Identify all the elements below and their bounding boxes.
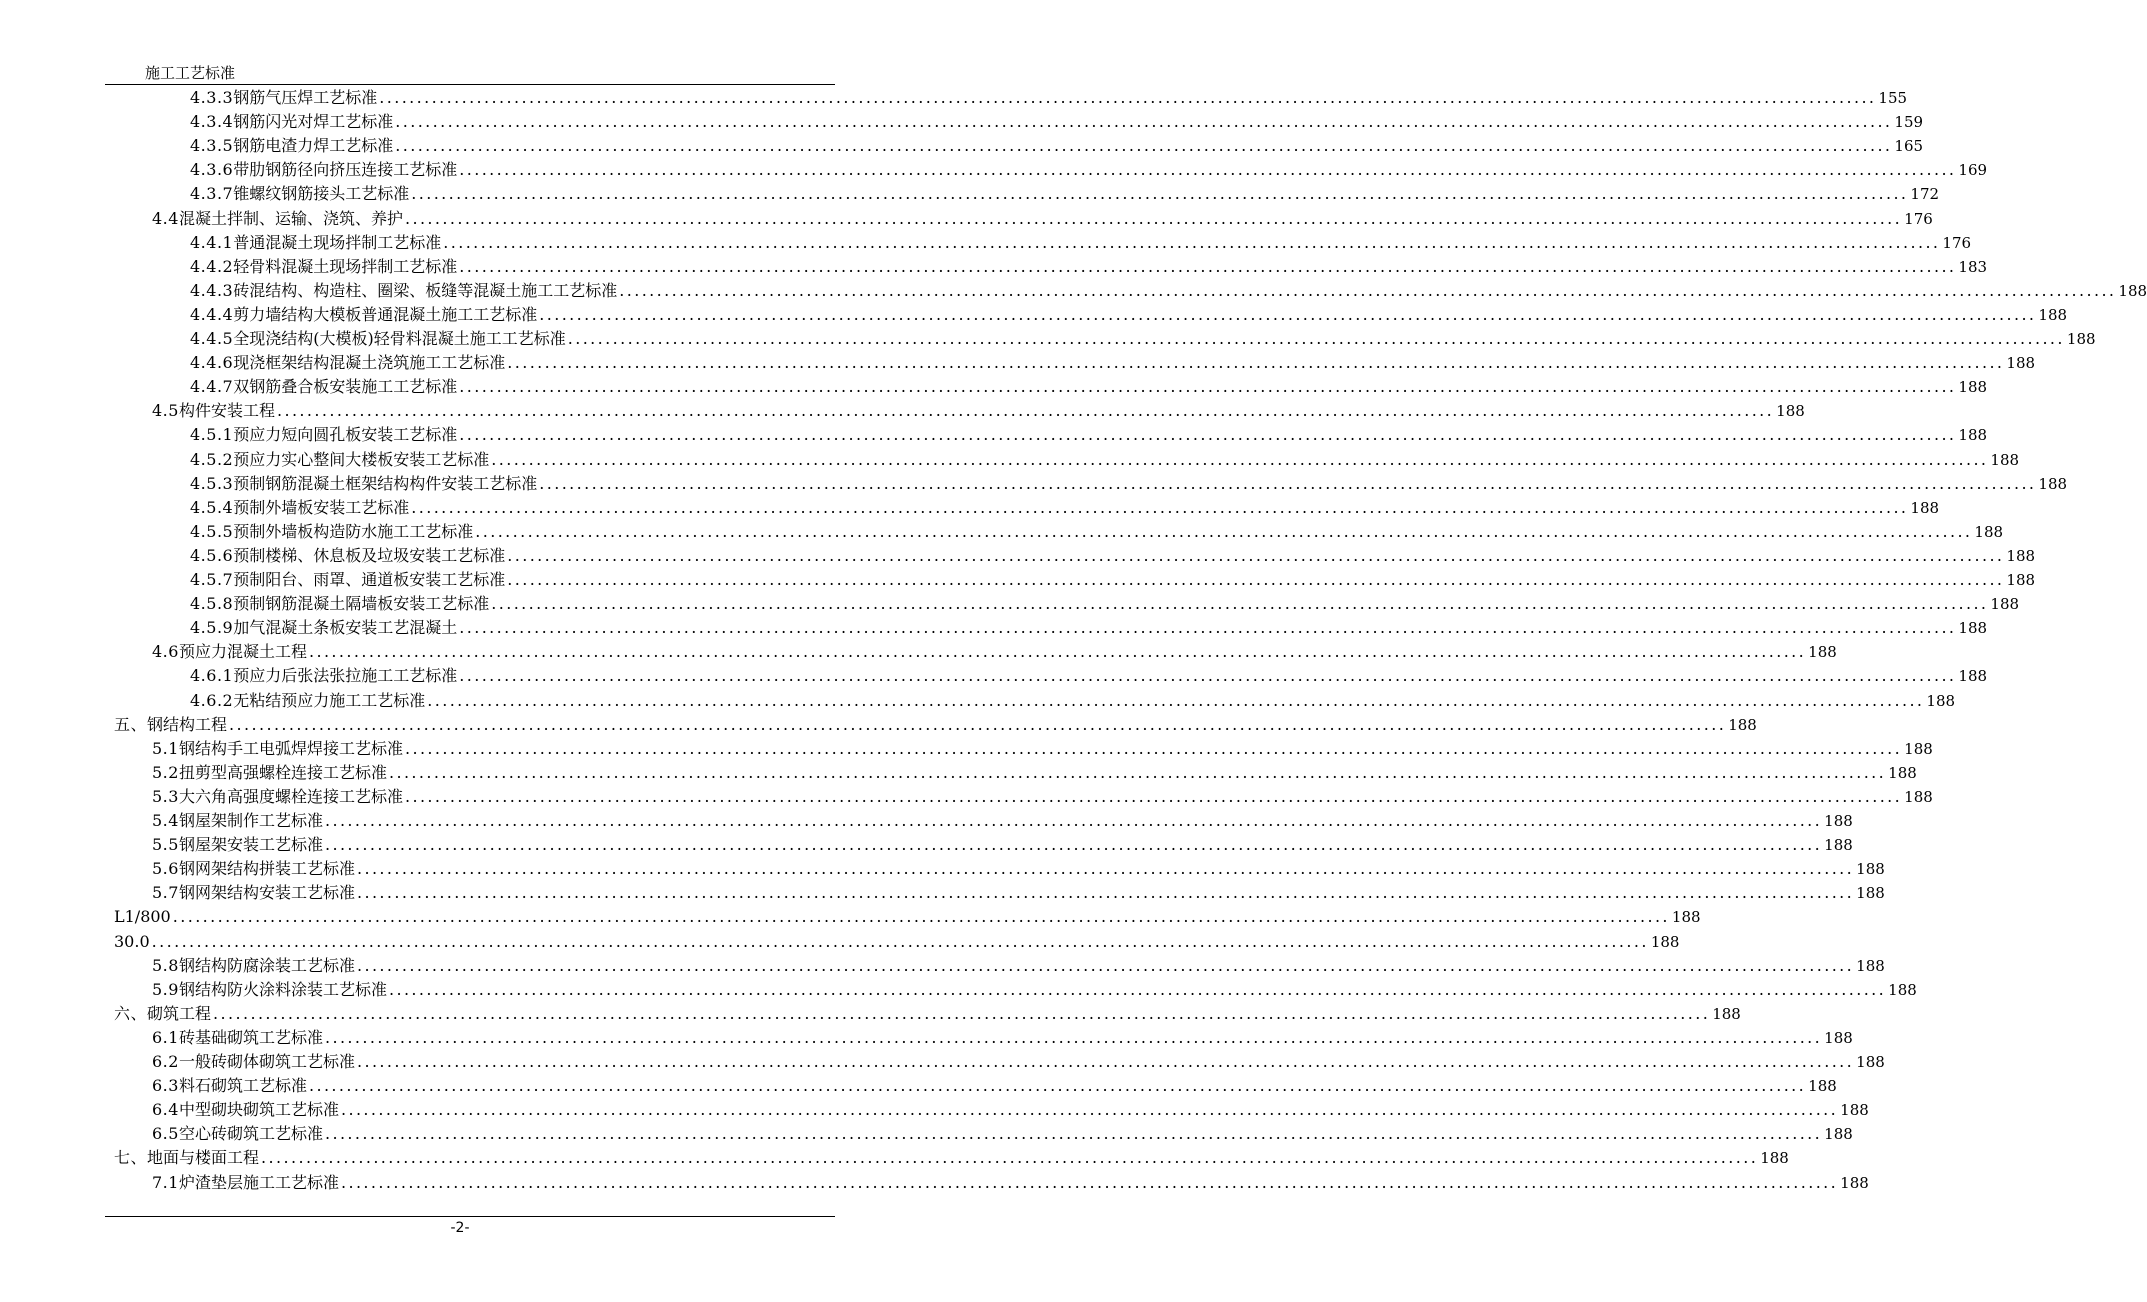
- toc-entry-title: 30.0: [114, 931, 150, 951]
- toc-entry[interactable]: [190, 544, 2036, 568]
- toc-entry-title: 预制外墙板构造防水施工工艺标准: [233, 521, 474, 541]
- toc-entry-title: 砖混结构、构造柱、圈梁、板缝等混凝土施工工艺标准: [233, 280, 618, 300]
- toc-entry-page: 188: [1824, 1028, 1853, 1047]
- toc-entry-number: 4.3.7: [190, 184, 234, 204]
- toc-entry[interactable]: [152, 1098, 1869, 1122]
- toc-dot-leader: ........................................................................................................................................................................................................: [427, 690, 1925, 710]
- toc-entry-number: 6.4: [152, 1100, 179, 1120]
- toc-entry-page: 188: [1650, 932, 1680, 951]
- toc-dot-leader: ........................................................................................................................................................................................................: [539, 473, 2037, 493]
- toc-entry[interactable]: [190, 423, 1988, 447]
- toc-entry-number: 4.3.5: [190, 136, 234, 156]
- toc-entry[interactable]: [152, 857, 1885, 881]
- toc-dot-leader: ........................................................................................................................................................................................................: [388, 762, 1887, 782]
- toc-entry[interactable]: [152, 978, 1917, 1002]
- toc-entry-number: 5.2: [152, 762, 179, 782]
- toc-entry-number: 5.3: [152, 786, 179, 806]
- toc-dot-leader: ........................................................................................................................................................................................................: [459, 256, 1957, 276]
- toc-entry[interactable]: [190, 472, 2068, 496]
- toc-dot-leader: ........................................................................................................................................................................................................: [459, 618, 1957, 638]
- toc-entry-number: 4.5.7: [190, 570, 234, 589]
- toc-entry[interactable]: [152, 640, 1837, 664]
- toc-entry[interactable]: [152, 1074, 1837, 1098]
- toc-dot-leader: ........................................................................................................................................................................................................: [379, 88, 1877, 107]
- toc-dot-leader: ........................................................................................................................................................................................................: [459, 425, 1957, 445]
- toc-entry-page: 188: [1840, 1173, 1869, 1192]
- toc-entry-title: 钢结构工程: [147, 714, 228, 734]
- toc-entry-page: 188: [1958, 378, 1988, 397]
- toc-dot-leader: ........................................................................................................................................................................................................: [356, 883, 1855, 903]
- toc-entry-page: 172: [1910, 185, 1940, 204]
- toc-entry[interactable]: [190, 134, 1924, 158]
- toc-entry-title: 钢网架结构拼装工艺标准: [178, 859, 355, 879]
- toc-entry-number: 5.1: [152, 738, 179, 758]
- toc-entry[interactable]: [190, 351, 2036, 375]
- toc-entry[interactable]: [190, 592, 2020, 616]
- toc-entry[interactable]: [152, 785, 1933, 809]
- toc-entry-title: 钢筋电渣力焊工艺标准: [233, 136, 394, 156]
- toc-entry-title: 砖基础砌筑工艺标准: [178, 1027, 323, 1047]
- toc-dot-leader: ........................................................................................................................................................................................................: [308, 642, 1807, 662]
- toc-dot-leader: ........................................................................................................................................................................................................: [567, 329, 2065, 348]
- toc-entry[interactable]: [190, 303, 2068, 327]
- toc-entry[interactable]: [152, 809, 1853, 833]
- toc-entry-number: 4.4.7: [190, 377, 234, 397]
- toc-dot-leader: ........................................................................................................................................................................................................: [151, 931, 1649, 951]
- toc-entry-title: 预制楼梯、休息板及垃圾安装工艺标准: [233, 545, 506, 565]
- toc-entry-number: 5.6: [152, 859, 179, 879]
- toc-entry-page: 188: [1824, 836, 1853, 855]
- toc-entry-page: 188: [2006, 546, 2036, 565]
- toc-entry-number: 4.3.6: [190, 160, 234, 180]
- toc-entry-number: 6.2: [152, 1052, 179, 1071]
- toc-entry-number: 4.3.3: [190, 88, 234, 107]
- toc-entry-number: 4.4: [152, 208, 179, 228]
- toc-entry[interactable]: [152, 207, 1933, 231]
- toc-entry[interactable]: [152, 761, 1917, 785]
- toc-entry[interactable]: [190, 231, 1972, 255]
- toc-entry-page: 188: [1671, 908, 1701, 927]
- toc-entry[interactable]: [152, 1050, 1885, 1074]
- toc-entry-number: 4.6: [152, 642, 179, 662]
- toc-entry-page: 188: [1904, 787, 1933, 806]
- toc-dot-leader: ........................................................................................................................................................................................................: [324, 1027, 1823, 1047]
- toc-entry[interactable]: [190, 448, 2020, 472]
- toc-dot-leader: ........................................................................................................................................................................................................: [324, 835, 1823, 855]
- toc-entry[interactable]: [190, 86, 1908, 110]
- toc-entry-page: 188: [1808, 643, 1837, 662]
- toc-entry-page: 188: [1776, 402, 1805, 421]
- toc-entry[interactable]: [152, 881, 1885, 905]
- toc-entry-page: 188: [1728, 715, 1757, 734]
- toc-entry-title: 预应力实心整间大楼板安装工艺标准: [233, 449, 490, 469]
- toc-entry[interactable]: [190, 520, 2004, 544]
- toc-entry-number: 4.5.2: [190, 449, 234, 469]
- toc-entry-number: 4.4.6: [190, 353, 234, 373]
- toc-entry[interactable]: [152, 954, 1885, 978]
- toc-entry-title: 全现浇结构(大模板)轻骨料混凝土施工工艺标准: [233, 329, 566, 348]
- toc-entry[interactable]: [190, 158, 1988, 182]
- toc-entry-number: 5.9: [152, 979, 179, 999]
- toc-dot-leader: ........................................................................................................................................................................................................: [404, 208, 1903, 228]
- toc-entry-page: 188: [1990, 450, 2020, 469]
- toc-dot-leader: ........................................................................................................................................................................................................: [475, 521, 1973, 541]
- toc-entry-title: 普通混凝土现场拌制工艺标准: [233, 232, 442, 252]
- toc-entry-title: 预应力混凝土工程: [178, 642, 307, 662]
- page-number: -2-: [450, 1220, 470, 1236]
- toc-entry-page: 188: [1856, 956, 1885, 975]
- toc-dot-leader: ........................................................................................................................................................................................................: [507, 353, 2005, 373]
- toc-entry-page: 188: [1760, 1149, 1789, 1168]
- toc-entry-page: 188: [1888, 980, 1917, 999]
- toc-entry[interactable]: [190, 375, 1988, 399]
- toc-dot-leader: ........................................................................................................................................................................................................: [507, 570, 2005, 589]
- toc-dot-leader: ........................................................................................................................................................................................................: [459, 377, 1957, 397]
- toc-entry-number: 6.3: [152, 1076, 179, 1096]
- toc-entry[interactable]: [114, 1002, 1741, 1026]
- toc-dot-leader: ........................................................................................................................................................................................................: [340, 1172, 1839, 1192]
- toc-entry-title: 预制阳台、雨罩、通道板安装工艺标准: [233, 570, 506, 589]
- toc-entry-number: 4.5.3: [190, 473, 234, 493]
- toc-dot-leader: ........................................................................................................................................................................................................: [261, 1148, 1759, 1168]
- toc-entry-title: 剪力墙结构大模板普通混凝土施工工艺标准: [233, 304, 538, 324]
- toc-entry[interactable]: [190, 496, 1940, 520]
- toc-entry-title: L1/800: [114, 907, 171, 927]
- toc-entry-title: 地面与楼面工程: [147, 1148, 260, 1168]
- toc-entry-page: 188: [1856, 1053, 1885, 1071]
- toc-entry-title: 钢筋闪光对焊工艺标准: [233, 112, 394, 132]
- toc-dot-leader: ........................................................................................................................................................................................................: [443, 232, 1941, 252]
- toc-dot-leader: ........................................................................................................................................................................................................: [356, 1052, 1855, 1071]
- toc-entry-page: 188: [2006, 354, 2036, 373]
- toc-dot-leader: ........................................................................................................................................................................................................: [395, 136, 1893, 156]
- toc-entry-title: 扭剪型高强螺栓连接工艺标准: [178, 762, 387, 782]
- toc-entry-number: 4.5.9: [190, 618, 234, 638]
- toc-entry-number: 4.4.3: [190, 280, 234, 300]
- toc-entry-page: 188: [1856, 860, 1885, 879]
- toc-entry-title: 无粘结预应力施工工艺标准: [233, 690, 426, 710]
- toc-dot-leader: ........................................................................................................................................................................................................: [356, 859, 1855, 879]
- toc-entry-number: 7.1: [152, 1172, 179, 1192]
- toc-entry-number: 4.4.5: [190, 329, 234, 348]
- toc-entry-page: 188: [1958, 619, 1988, 638]
- toc-entry[interactable]: [190, 616, 1988, 640]
- toc-entry-page: 183: [1958, 257, 1988, 276]
- toc-entry-title: 预制钢筋混凝土框架结构构件安装工艺标准: [233, 473, 538, 493]
- toc-dot-leader: ........................................................................................................................................................................................................: [213, 1003, 1711, 1023]
- toc-entry-page: 159: [1894, 113, 1924, 132]
- toc-entry-page: 188: [1840, 1101, 1869, 1120]
- toc-entry[interactable]: [190, 327, 2096, 351]
- toc-entry-title: 加气混凝土条板安装工艺混凝土: [233, 618, 458, 638]
- toc-entry-title: 一般砖砌体砌筑工艺标准: [178, 1052, 355, 1071]
- toc-entry-page: 188: [1990, 595, 2020, 614]
- toc-entry-page: 188: [2118, 281, 2147, 300]
- toc-entry-title: 预制外墙板安装工艺标准: [233, 497, 410, 517]
- toc-entry-title: 混凝土拌制、运输、浇筑、养护: [178, 208, 403, 228]
- toc-dot-leader: ........................................................................................................................................................................................................: [459, 160, 1957, 180]
- toc-entry[interactable]: [190, 110, 1924, 134]
- toc-entry-page: 188: [2066, 330, 2096, 348]
- toc-entry[interactable]: [190, 279, 2147, 303]
- toc-entry-number: 6.5: [152, 1124, 179, 1144]
- header-rule: [105, 84, 835, 85]
- toc-entry[interactable]: [190, 182, 1940, 206]
- toc-entry[interactable]: [190, 255, 1988, 279]
- toc-entry-number: 4.6.1: [190, 666, 234, 686]
- toc-dot-leader: ........................................................................................................................................................................................................: [308, 1076, 1807, 1096]
- toc-entry[interactable]: [152, 399, 1805, 423]
- toc-dot-leader: ........................................................................................................................................................................................................: [356, 955, 1855, 975]
- toc-entry-title: 双钢筋叠合板安装施工工艺标准: [233, 377, 458, 397]
- toc-entry[interactable]: [190, 568, 2036, 592]
- toc-entry-number: 5.8: [152, 955, 179, 975]
- toc-dot-leader: ........................................................................................................................................................................................................: [491, 449, 1989, 469]
- toc-entry-number: 五、: [114, 714, 148, 734]
- toc-entry-number: 5.7: [152, 883, 179, 903]
- toc-entry-title: 炉渣垫层施工工艺标准: [178, 1172, 339, 1192]
- toc-entry[interactable]: [190, 664, 1988, 688]
- toc-entry-title: 预制钢筋混凝土隔墙板安装工艺标准: [233, 594, 490, 614]
- toc-entry-title: 空心砖砌筑工艺标准: [178, 1124, 323, 1144]
- toc-dot-leader: ........................................................................................................................................................................................................: [276, 401, 1775, 421]
- toc-dot-leader: ........................................................................................................................................................................................................: [324, 811, 1823, 830]
- toc-entry-title: 大六角高强度螺栓连接工艺标准: [178, 786, 403, 806]
- toc-entry-page: 188: [1712, 1004, 1741, 1023]
- toc-entry-page: 188: [1824, 812, 1853, 830]
- toc-entry-title: 钢网架结构安装工艺标准: [178, 883, 355, 903]
- toc-entry-page: 176: [1904, 209, 1933, 228]
- toc-entry[interactable]: [190, 689, 1956, 713]
- toc-entry-page: 188: [2006, 571, 2036, 589]
- toc-entry-page: 176: [1942, 233, 1972, 252]
- toc-entry-number: 4.5.8: [190, 594, 234, 614]
- toc-entry-page: 188: [1958, 426, 1988, 445]
- toc-entry-number: 4.4.4: [190, 304, 234, 324]
- toc-dot-leader: ........................................................................................................................................................................................................: [395, 112, 1893, 132]
- toc-entry-page: 188: [1910, 498, 1940, 517]
- toc-entry-number: 4.5.1: [190, 425, 234, 445]
- toc-entry[interactable]: [152, 737, 1933, 761]
- toc-entry[interactable]: [114, 1146, 1789, 1170]
- toc-entry-number: 4.6.2: [190, 690, 234, 710]
- toc-dot-leader: ........................................................................................................................................................................................................: [388, 979, 1887, 999]
- toc-entry-title: 带肋钢筋径向挤压连接工艺标准: [233, 160, 458, 180]
- toc-entry-number: 4.5.5: [190, 521, 234, 541]
- toc-entry-title: 预应力短向圆孔板安装工艺标准: [233, 425, 458, 445]
- toc-dot-leader: ........................................................................................................................................................................................................: [404, 786, 1903, 806]
- toc-dot-leader: ........................................................................................................................................................................................................: [172, 907, 1670, 927]
- toc-entry[interactable]: [152, 1171, 1869, 1195]
- toc-entry-title: 轻骨料混凝土现场拌制工艺标准: [233, 256, 458, 276]
- toc-entry-page: 188: [1824, 1125, 1853, 1144]
- toc-entry-page: 165: [1894, 137, 1924, 156]
- toc-entry[interactable]: [152, 1026, 1853, 1050]
- toc-entry-number: 4.4.1: [190, 232, 234, 252]
- toc-entry-title: 预应力后张法张拉施工工艺标准: [233, 666, 458, 686]
- toc-entry[interactable]: [152, 1122, 1853, 1146]
- toc-entry-page: 188: [1808, 1077, 1837, 1096]
- toc-entry[interactable]: [114, 905, 1701, 929]
- toc-entry-number: 4.5.6: [190, 545, 234, 565]
- toc-entry-number: 六、: [114, 1003, 148, 1023]
- toc-entry-page: 188: [2038, 305, 2068, 324]
- toc-entry-number: 4.5.4: [190, 497, 234, 517]
- toc-entry-page: 169: [1958, 161, 1988, 180]
- toc-entry-title: 砌筑工程: [147, 1003, 212, 1023]
- running-header-title: 施工工艺标准: [145, 64, 236, 82]
- toc-entry-title: 钢屋架安装工艺标准: [178, 835, 323, 855]
- toc-entry-number: 4.4.2: [190, 256, 234, 276]
- toc-entry-page: 188: [2038, 474, 2068, 493]
- toc-dot-leader: ........................................................................................................................................................................................................: [539, 304, 2037, 324]
- toc-dot-leader: ........................................................................................................................................................................................................: [411, 497, 1909, 517]
- toc-entry-title: 锥螺纹钢筋接头工艺标准: [233, 184, 410, 204]
- toc-entry-page: 188: [1904, 739, 1933, 758]
- toc-dot-leader: ........................................................................................................................................................................................................: [619, 280, 2117, 300]
- toc-dot-leader: ........................................................................................................................................................................................................: [459, 666, 1957, 686]
- toc-entry-page: 155: [1878, 89, 1908, 107]
- toc-dot-leader: ........................................................................................................................................................................................................: [324, 1124, 1823, 1144]
- toc-entry-page: 188: [1958, 667, 1988, 686]
- toc-entry-title: 钢筋气压焊工艺标准: [233, 88, 378, 107]
- toc-entry[interactable]: [114, 930, 1680, 954]
- toc-entry-title: 钢结构手工电弧焊焊接工艺标准: [178, 738, 403, 758]
- toc-dot-leader: ........................................................................................................................................................................................................: [229, 714, 1727, 734]
- toc-entry-number: 5.5: [152, 835, 179, 855]
- toc-entry[interactable]: [114, 713, 1757, 737]
- toc-entry-page: 188: [1974, 522, 2004, 541]
- toc-entry-number: 4.3.4: [190, 112, 234, 132]
- toc-entry-title: 钢屋架制作工艺标准: [178, 811, 323, 830]
- toc-entry-page: 188: [1926, 691, 1956, 710]
- toc-entry-title: 钢结构防火涂料涂装工艺标准: [178, 979, 387, 999]
- toc-dot-leader: ........................................................................................................................................................................................................: [411, 184, 1909, 204]
- toc-entry-title: 构件安装工程: [178, 401, 275, 421]
- toc-entry-number: 七、: [114, 1148, 148, 1168]
- toc-dot-leader: ........................................................................................................................................................................................................: [491, 594, 1989, 614]
- toc-entry-number: 6.1: [152, 1027, 179, 1047]
- toc-dot-leader: ........................................................................................................................................................................................................: [507, 545, 2005, 565]
- toc-entry-number: 4.5: [152, 401, 179, 421]
- toc-dot-leader: ........................................................................................................................................................................................................: [404, 738, 1903, 758]
- footer-rule: [105, 1216, 835, 1217]
- toc-entry-title: 现浇框架结构混凝土浇筑施工工艺标准: [233, 353, 506, 373]
- toc-entry-title: 料石砌筑工艺标准: [178, 1076, 307, 1096]
- toc-entry-title: 钢结构防腐涂装工艺标准: [178, 955, 355, 975]
- toc-entry-title: 中型砌块砌筑工艺标准: [178, 1100, 339, 1120]
- toc-entry-page: 188: [1888, 763, 1917, 782]
- toc-entry[interactable]: [152, 833, 1853, 857]
- toc-entry-number: 5.4: [152, 811, 179, 830]
- toc-dot-leader: ........................................................................................................................................................................................................: [340, 1100, 1839, 1120]
- toc-entry-page: 188: [1856, 884, 1885, 903]
